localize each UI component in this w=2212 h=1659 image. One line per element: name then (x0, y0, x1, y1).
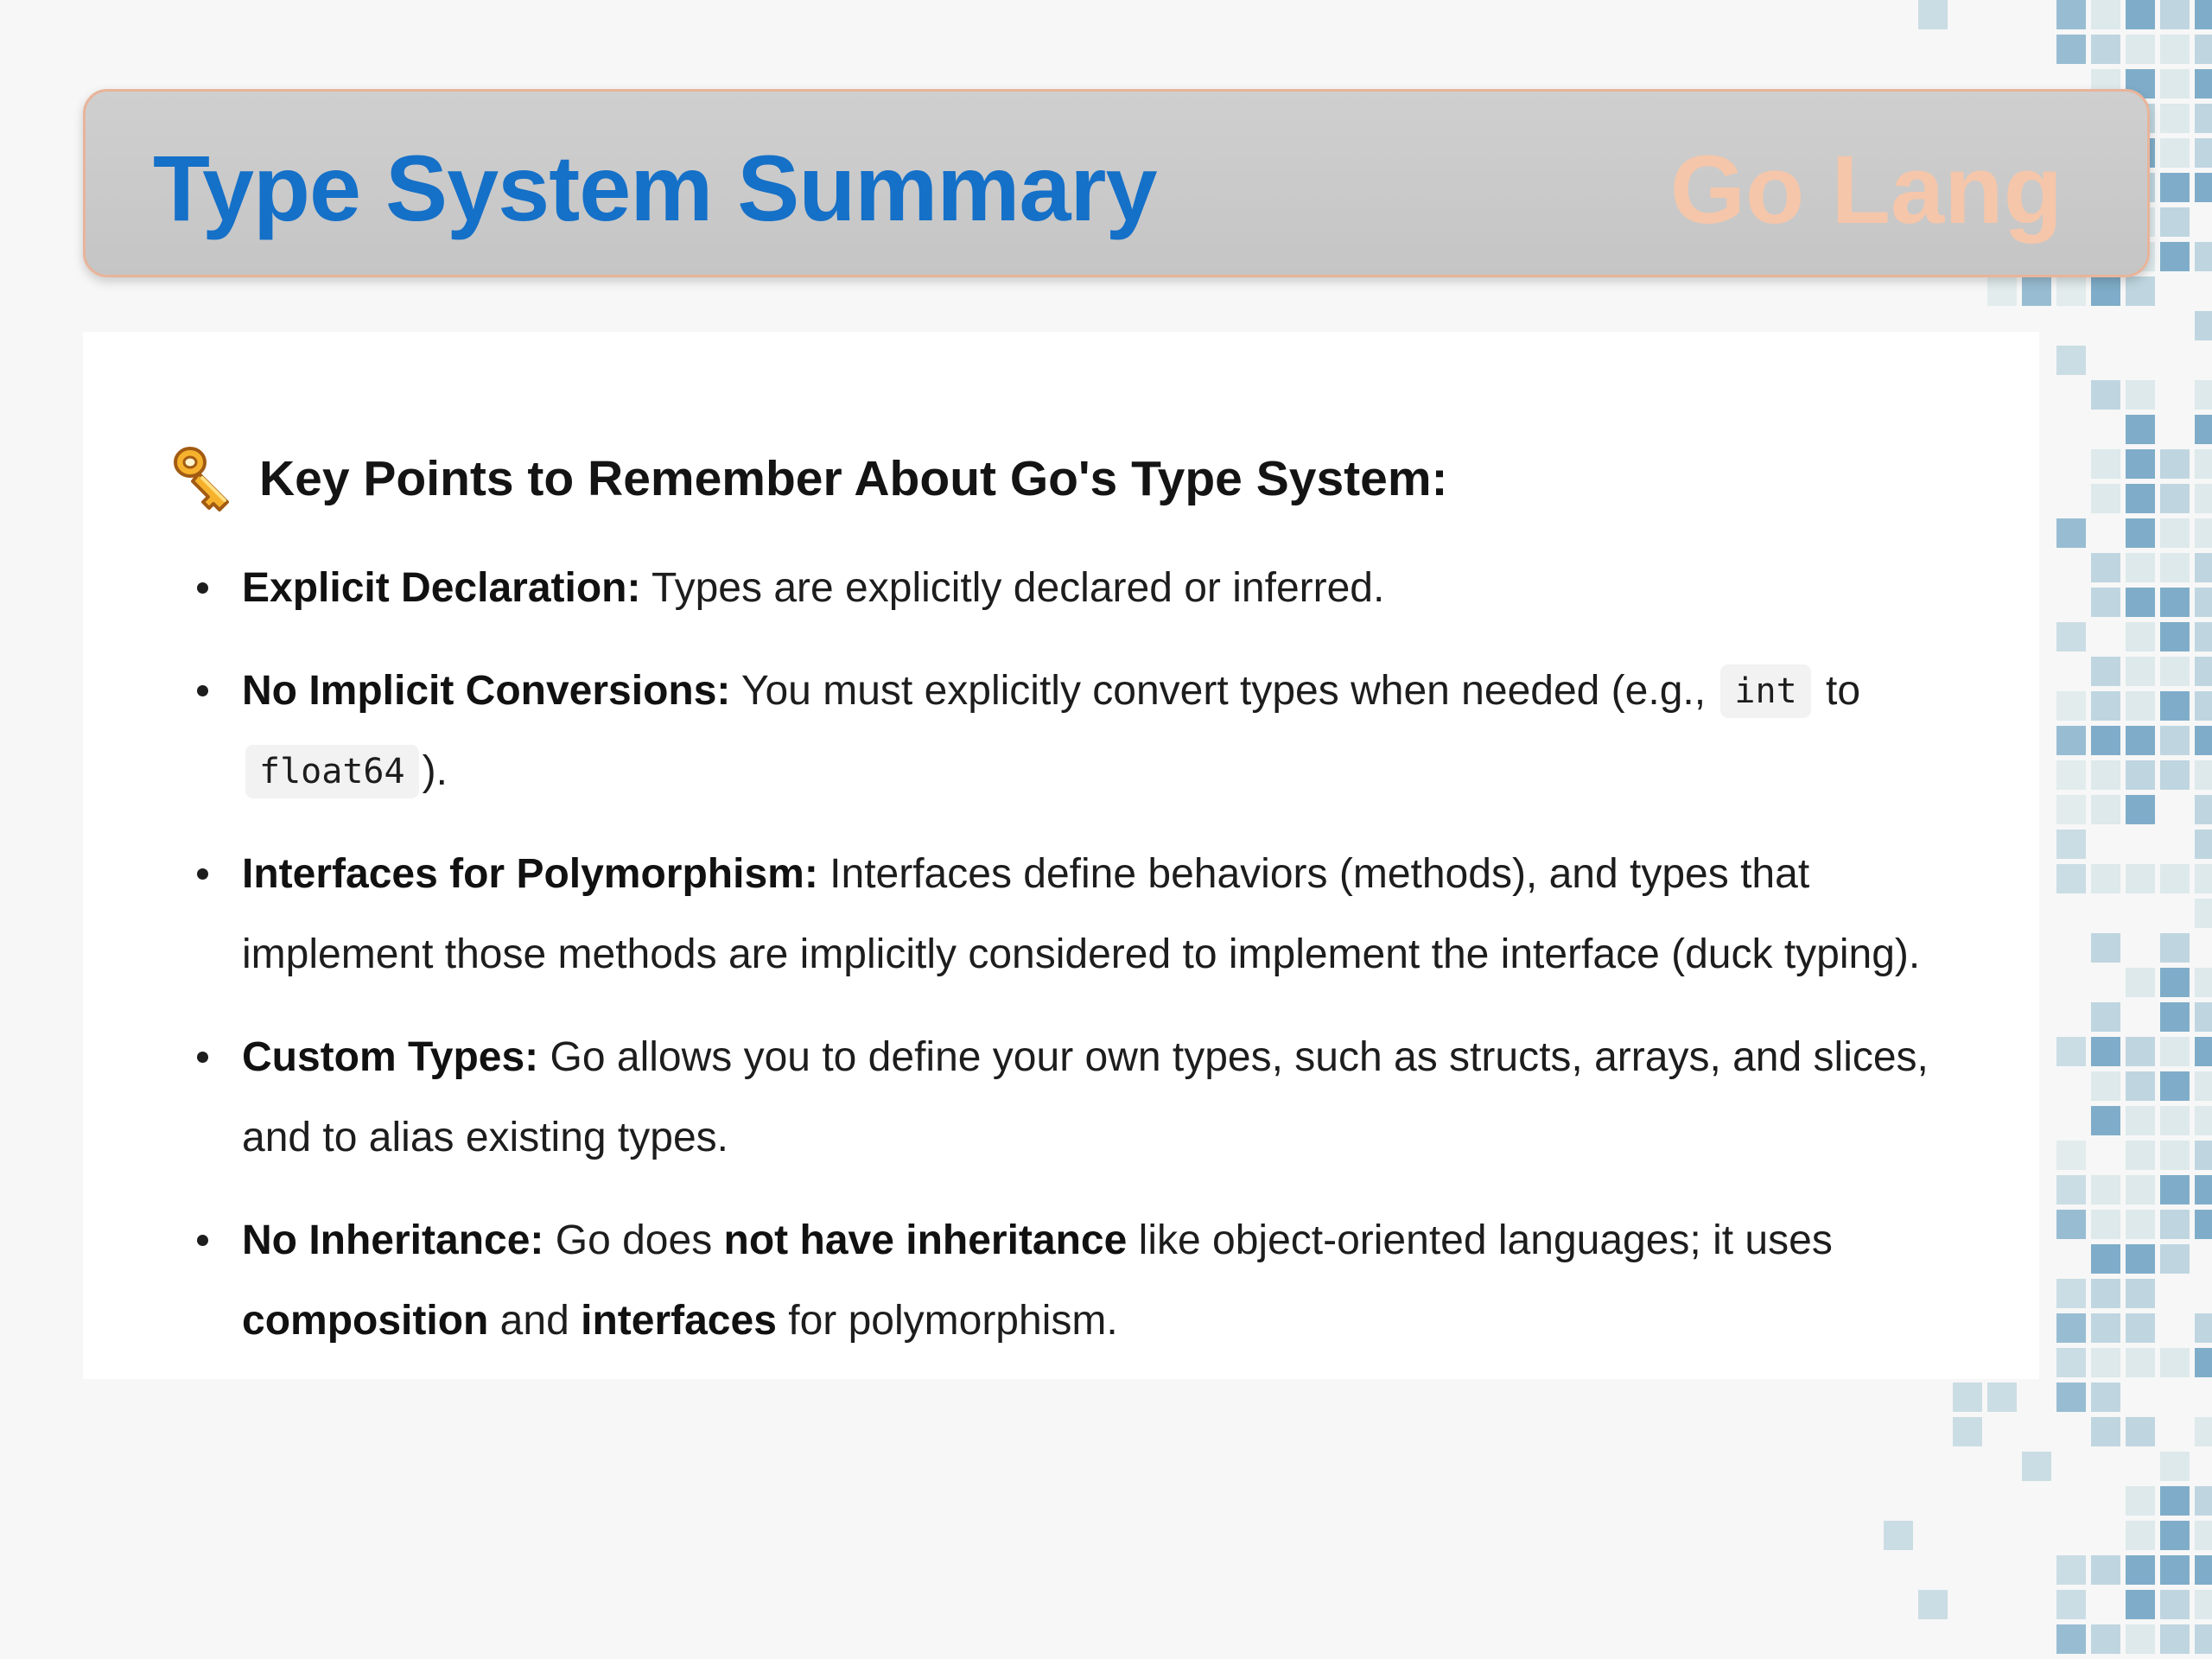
mosaic-tile (2091, 1382, 2120, 1412)
mosaic-tile (2195, 311, 2212, 340)
mosaic-tile (2091, 726, 2120, 755)
mosaic-tile (2056, 726, 2086, 755)
mosaic-tile (2126, 0, 2155, 29)
point-text-after-code: ). (422, 748, 448, 794)
mosaic-tile (2160, 657, 2190, 686)
mosaic-tile (2195, 1590, 2212, 1619)
mosaic-tile (2091, 1417, 2120, 1446)
point-label: No Inheritance: (242, 1217, 544, 1263)
mosaic-tile (2160, 1037, 2190, 1066)
mosaic-tile (2195, 1210, 2212, 1239)
mosaic-tile (2160, 484, 2190, 513)
point-label: No Implicit Conversions: (242, 668, 731, 714)
point-text: and (499, 1298, 569, 1344)
mosaic-tile (2195, 622, 2212, 652)
mosaic-tile (2160, 1210, 2190, 1239)
mosaic-tile (2160, 864, 2190, 893)
mosaic-tile (2195, 726, 2212, 755)
mosaic-tile (2160, 1624, 2190, 1654)
mosaic-tile (2056, 1590, 2086, 1619)
inline-code-float64: float64 (245, 745, 419, 798)
mosaic-tile (2056, 1141, 2086, 1170)
section-heading (169, 444, 1448, 513)
mosaic-tile (2126, 415, 2155, 444)
list-item-no-inheritance (242, 1200, 1979, 1361)
mosaic-tile (2195, 795, 2212, 824)
mosaic-tile (2195, 0, 2212, 29)
point-label: Interfaces for Polymorphism: (242, 851, 818, 897)
mosaic-tile (2056, 1555, 2086, 1585)
mosaic-tile (2160, 0, 2190, 29)
point-label: Explicit Declaration: (242, 565, 641, 611)
content-panel (83, 332, 2039, 1379)
mosaic-tile (2195, 1141, 2212, 1170)
mosaic-tile (2126, 1244, 2155, 1274)
mosaic-tile (2126, 518, 2155, 548)
mosaic-tile (2056, 0, 2086, 29)
mosaic-tile (2091, 760, 2120, 790)
mosaic-tile (2091, 276, 2120, 306)
mosaic-tile (2195, 1175, 2212, 1205)
mosaic-tile (2091, 1244, 2120, 1274)
mosaic-tile (2160, 622, 2190, 652)
mosaic-tile (2126, 1279, 2155, 1308)
mosaic-tile (2126, 691, 2155, 721)
mosaic-tile (2126, 1071, 2155, 1101)
mosaic-tile (2126, 553, 2155, 582)
mosaic-tile (2195, 449, 2212, 479)
mosaic-tile (1953, 1382, 1982, 1412)
mosaic-tile (2091, 1555, 2120, 1585)
mosaic-tile (2056, 35, 2086, 64)
mosaic-tile (2126, 726, 2155, 755)
point-text: Go does (555, 1217, 713, 1263)
mosaic-tile (2056, 1279, 2086, 1308)
mosaic-tile (2195, 657, 2212, 686)
mosaic-tile (2126, 1106, 2155, 1135)
point-text-middle: to (1826, 668, 1861, 714)
mosaic-tile (2160, 760, 2190, 790)
title-bar (83, 89, 2150, 277)
mosaic-tile (2195, 864, 2212, 893)
mosaic-tile (2126, 449, 2155, 479)
mosaic-tile (2056, 1382, 2086, 1412)
mosaic-tile (2091, 1175, 2120, 1205)
mosaic-tile (2126, 1624, 2155, 1654)
emphasis-composition: composition (242, 1298, 489, 1344)
list-item-interfaces-polymorphism (242, 834, 1979, 995)
mosaic-tile (2160, 104, 2190, 133)
mosaic-tile (2056, 760, 2086, 790)
mosaic-tile (2091, 449, 2120, 479)
mosaic-tile (2195, 69, 2212, 99)
mosaic-tile (2160, 968, 2190, 997)
mosaic-tile (2126, 1313, 2155, 1343)
mosaic-tile (2022, 276, 2051, 306)
mosaic-tile (2160, 1175, 2190, 1205)
mosaic-tile (2091, 1624, 2120, 1654)
brand-watermark: Go Lang (1669, 136, 2063, 244)
mosaic-tile (2056, 691, 2086, 721)
mosaic-tile (2091, 1037, 2120, 1066)
mosaic-tile (2195, 760, 2212, 790)
mosaic-tile (2126, 1555, 2155, 1585)
mosaic-tile (2160, 207, 2190, 237)
emphasis-not-have-inheritance: not have inheritance (723, 1217, 1128, 1263)
mosaic-tile (1987, 1382, 2017, 1412)
mosaic-tile (2160, 933, 2190, 963)
mosaic-tile (2195, 830, 2212, 859)
mosaic-tile (2126, 484, 2155, 513)
mosaic-tile (2195, 1313, 2212, 1343)
mosaic-tile (2091, 380, 2120, 410)
mosaic-tile (2126, 1486, 2155, 1516)
mosaic-tile (2195, 1037, 2212, 1066)
mosaic-tile (2126, 864, 2155, 893)
mosaic-tile (2160, 1141, 2190, 1170)
mosaic-tile (1918, 1590, 1948, 1619)
point-text: Interfaces define behaviors (methods), and types that implement those methods are implicitly considered to implement the interface (duck typing). (242, 851, 1921, 977)
mosaic-tile (2195, 518, 2212, 548)
mosaic-tile (2056, 830, 2086, 859)
mosaic-tile (1884, 1521, 1913, 1550)
mosaic-tile (2091, 1279, 2120, 1308)
mosaic-tile (2091, 35, 2120, 64)
mosaic-tile (2195, 1486, 2212, 1516)
mosaic-tile (2056, 1210, 2086, 1239)
mosaic-tile (2091, 553, 2120, 582)
point-text: like object-oriented languages; it uses (1138, 1217, 1833, 1263)
mosaic-tile (2160, 173, 2190, 202)
mosaic-tile (2126, 657, 2155, 686)
mosaic-tile (2126, 622, 2155, 652)
mosaic-tile (2056, 1348, 2086, 1377)
mosaic-tile (2160, 1071, 2190, 1101)
mosaic-tile (2126, 1348, 2155, 1377)
key-points-list (242, 548, 1979, 1383)
point-text: Go allows you to define your own types, such as structs, arrays, and slices, and to alias existing types. (242, 1034, 1929, 1160)
mosaic-tile (1953, 1417, 1982, 1446)
list-item-no-implicit-conversions (242, 651, 1979, 811)
mosaic-tile (2160, 691, 2190, 721)
mosaic-tile (2160, 588, 2190, 617)
point-text: for polymorphism. (788, 1298, 1118, 1344)
mosaic-tile (2022, 1452, 2051, 1481)
mosaic-tile (2126, 1521, 2155, 1550)
mosaic-tile (2091, 1106, 2120, 1135)
mosaic-tile (2195, 553, 2212, 582)
mosaic-tile (2126, 1417, 2155, 1446)
point-text-before-code: You must explicitly convert types when needed (e.g., (741, 668, 1707, 714)
mosaic-tile (2195, 588, 2212, 617)
mosaic-tile (2091, 1313, 2120, 1343)
mosaic-tile (2195, 138, 2212, 168)
mosaic-tile (2126, 1037, 2155, 1066)
mosaic-tile (2126, 760, 2155, 790)
mosaic-tile (2091, 1348, 2120, 1377)
mosaic-tile (2126, 276, 2155, 306)
mosaic-tile (2091, 0, 2120, 29)
mosaic-tile (2091, 691, 2120, 721)
mosaic-tile (2160, 1106, 2190, 1135)
mosaic-tile (2195, 968, 2212, 997)
mosaic-tile (2126, 1175, 2155, 1205)
mosaic-tile (2195, 242, 2212, 271)
mosaic-tile (2056, 276, 2086, 306)
mosaic-tile (2056, 518, 2086, 548)
mosaic-tile (2160, 1002, 2190, 1032)
mosaic-tile (2160, 138, 2190, 168)
mosaic-tile (2056, 622, 2086, 652)
mosaic-tile (2195, 1071, 2212, 1101)
mosaic-tile (2195, 484, 2212, 513)
mosaic-tile (2195, 1417, 2212, 1446)
mosaic-tile (2091, 1071, 2120, 1101)
inline-code-int: int (1720, 664, 1810, 718)
mosaic-tile (2091, 1002, 2120, 1032)
mosaic-tile (2126, 588, 2155, 617)
mosaic-tile (2126, 968, 2155, 997)
mosaic-tile (2056, 1313, 2086, 1343)
mosaic-tile (2126, 1210, 2155, 1239)
mosaic-tile (1987, 276, 2017, 306)
emphasis-interfaces: interfaces (581, 1298, 777, 1344)
list-item-explicit-declaration (242, 548, 1979, 628)
mosaic-tile (2056, 1175, 2086, 1205)
mosaic-tile (2195, 104, 2212, 133)
mosaic-tile (2091, 864, 2120, 893)
mosaic-tile (2160, 553, 2190, 582)
mosaic-tile (2195, 173, 2212, 202)
section-heading-text: Key Points to Remember About Go's Type System: (259, 451, 1448, 506)
mosaic-tile (2126, 795, 2155, 824)
mosaic-tile (2091, 795, 2120, 824)
mosaic-tile (2160, 518, 2190, 548)
mosaic-tile (2056, 795, 2086, 824)
key-icon (169, 444, 238, 513)
mosaic-tile (1918, 0, 1948, 29)
mosaic-tile (2160, 242, 2190, 271)
list-item-custom-types (242, 1017, 1979, 1178)
mosaic-tile (2091, 933, 2120, 963)
mosaic-tile (2195, 1555, 2212, 1585)
mosaic-tile (2126, 1590, 2155, 1619)
mosaic-tile (2091, 1210, 2120, 1239)
mosaic-tile (2126, 1141, 2155, 1170)
mosaic-tile (2195, 380, 2212, 410)
mosaic-tile (2160, 69, 2190, 99)
mosaic-tile (2195, 35, 2212, 64)
mosaic-tile (2091, 484, 2120, 513)
point-label: Custom Types: (242, 1034, 539, 1080)
mosaic-tile (2195, 1002, 2212, 1032)
mosaic-tile (2056, 1624, 2086, 1654)
mosaic-tile (2160, 1486, 2190, 1516)
mosaic-tile (2160, 35, 2190, 64)
mosaic-tile (2126, 380, 2155, 410)
mosaic-tile (2091, 657, 2120, 686)
mosaic-tile (2160, 1452, 2190, 1481)
mosaic-tile (2195, 415, 2212, 444)
mosaic-tile (2195, 1624, 2212, 1654)
mosaic-tile (2195, 1521, 2212, 1550)
mosaic-tile (2195, 691, 2212, 721)
mosaic-tile (2195, 1348, 2212, 1377)
mosaic-tile (2160, 1555, 2190, 1585)
point-text: Types are explicitly declared or inferred. (651, 565, 1385, 611)
mosaic-tile (2056, 864, 2086, 893)
mosaic-tile (2195, 899, 2212, 928)
mosaic-tile (2160, 449, 2190, 479)
mosaic-tile (2160, 1348, 2190, 1377)
slide-title: Type System Summary (153, 136, 1157, 240)
mosaic-tile (2091, 588, 2120, 617)
mosaic-tile (2195, 1106, 2212, 1135)
mosaic-tile (2160, 726, 2190, 755)
mosaic-tile (2160, 1590, 2190, 1619)
mosaic-tile (2160, 1244, 2190, 1274)
mosaic-tile (2126, 35, 2155, 64)
mosaic-tile (2056, 346, 2086, 375)
mosaic-tile (2056, 1037, 2086, 1066)
mosaic-tile (2160, 1521, 2190, 1550)
